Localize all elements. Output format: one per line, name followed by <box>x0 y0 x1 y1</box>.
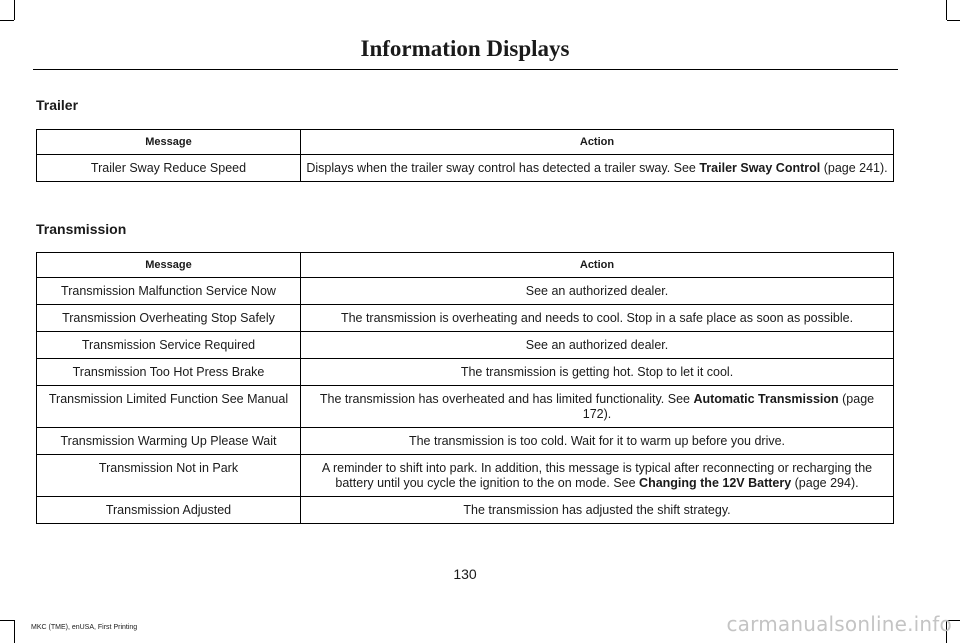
transmission-table-body <box>37 278 894 524</box>
transmission-table <box>36 252 894 524</box>
message-cell: Transmission Service Required <box>37 332 301 359</box>
action-text: The transmission has adjusted the shift strategy. <box>463 503 731 517</box>
page-title: Information Displays <box>360 36 570 61</box>
table-row <box>37 278 894 305</box>
table-row <box>37 497 894 524</box>
page-reference: (page 294). <box>791 476 859 490</box>
page-number: 130 <box>453 566 477 582</box>
cross-reference-link[interactable]: Automatic Transmission <box>693 392 839 406</box>
action-cell <box>301 305 894 332</box>
column-header-message: Message <box>37 130 301 155</box>
message-cell: Transmission Overheating Stop Safely <box>37 305 301 332</box>
action-cell <box>301 359 894 386</box>
table-row <box>37 428 894 455</box>
table-header-row <box>37 130 894 155</box>
trailer-table-body <box>37 155 894 182</box>
action-cell <box>301 455 894 497</box>
column-header-action: Action <box>301 253 894 278</box>
table-row <box>37 359 894 386</box>
table-row <box>37 155 894 182</box>
title-rule <box>33 69 898 70</box>
trailer-table <box>36 129 894 182</box>
action-text: See an authorized dealer. <box>525 338 669 352</box>
cross-reference-link[interactable]: Trailer Sway Control <box>699 161 821 175</box>
table-row <box>37 332 894 359</box>
action-cell <box>301 497 894 524</box>
message-cell: Trailer Sway Reduce Speed <box>37 155 301 182</box>
cross-reference-link[interactable]: Changing the 12V Battery <box>639 476 792 490</box>
table-row <box>37 305 894 332</box>
column-header-action: Action <box>301 130 894 155</box>
message-cell: Transmission Limited Function See Manual <box>37 386 301 428</box>
message-cell: Transmission Too Hot Press Brake <box>37 359 301 386</box>
crop-mark-top-right-h <box>947 20 960 21</box>
crop-mark-bottom-left-h <box>0 620 14 621</box>
edition-footer: MKC (TME), enUSA, First Printing <box>31 624 138 631</box>
action-text: The transmission has overheated and has limited functionality. See <box>319 392 694 406</box>
table-header-row <box>37 253 894 278</box>
crop-mark-bottom-left-v <box>14 620 15 643</box>
message-cell: Transmission Adjusted <box>37 497 301 524</box>
section-heading-trailer: Trailer <box>36 97 79 113</box>
table-row <box>37 386 894 428</box>
crop-mark-top-left-v <box>14 0 15 20</box>
message-cell: Transmission Warming Up Please Wait <box>37 428 301 455</box>
action-cell <box>301 155 894 182</box>
action-text: The transmission is getting hot. Stop to let it cool. <box>460 365 734 379</box>
action-cell <box>301 386 894 428</box>
table-row <box>37 455 894 497</box>
action-cell <box>301 278 894 305</box>
action-text: Displays when the trailer sway control has detected a trailer sway. See <box>306 161 700 175</box>
crop-mark-top-left-h <box>0 20 14 21</box>
watermark: carmanualsonline.info <box>726 612 952 636</box>
action-text: A reminder to shift into park. In addition, this message is typical after reconnecting or recharging the battery until you cycle the ignition to the on mode. See <box>321 461 873 490</box>
message-cell: Transmission Malfunction Service Now <box>37 278 301 305</box>
column-header-message: Message <box>37 253 301 278</box>
action-cell <box>301 428 894 455</box>
action-cell <box>301 332 894 359</box>
crop-mark-top-right-v <box>946 0 947 20</box>
message-cell: Transmission Not in Park <box>37 455 301 497</box>
action-text: The transmission is overheating and needs to cool. Stop in a safe place as soon as possible. <box>340 311 854 325</box>
action-text: See an authorized dealer. <box>525 284 669 298</box>
page-reference: (page 172). <box>582 392 875 421</box>
section-heading-transmission: Transmission <box>36 221 127 237</box>
action-text: The transmission is too cold. Wait for it to warm up before you drive. <box>408 434 786 448</box>
page-reference: (page 241). <box>820 161 888 175</box>
